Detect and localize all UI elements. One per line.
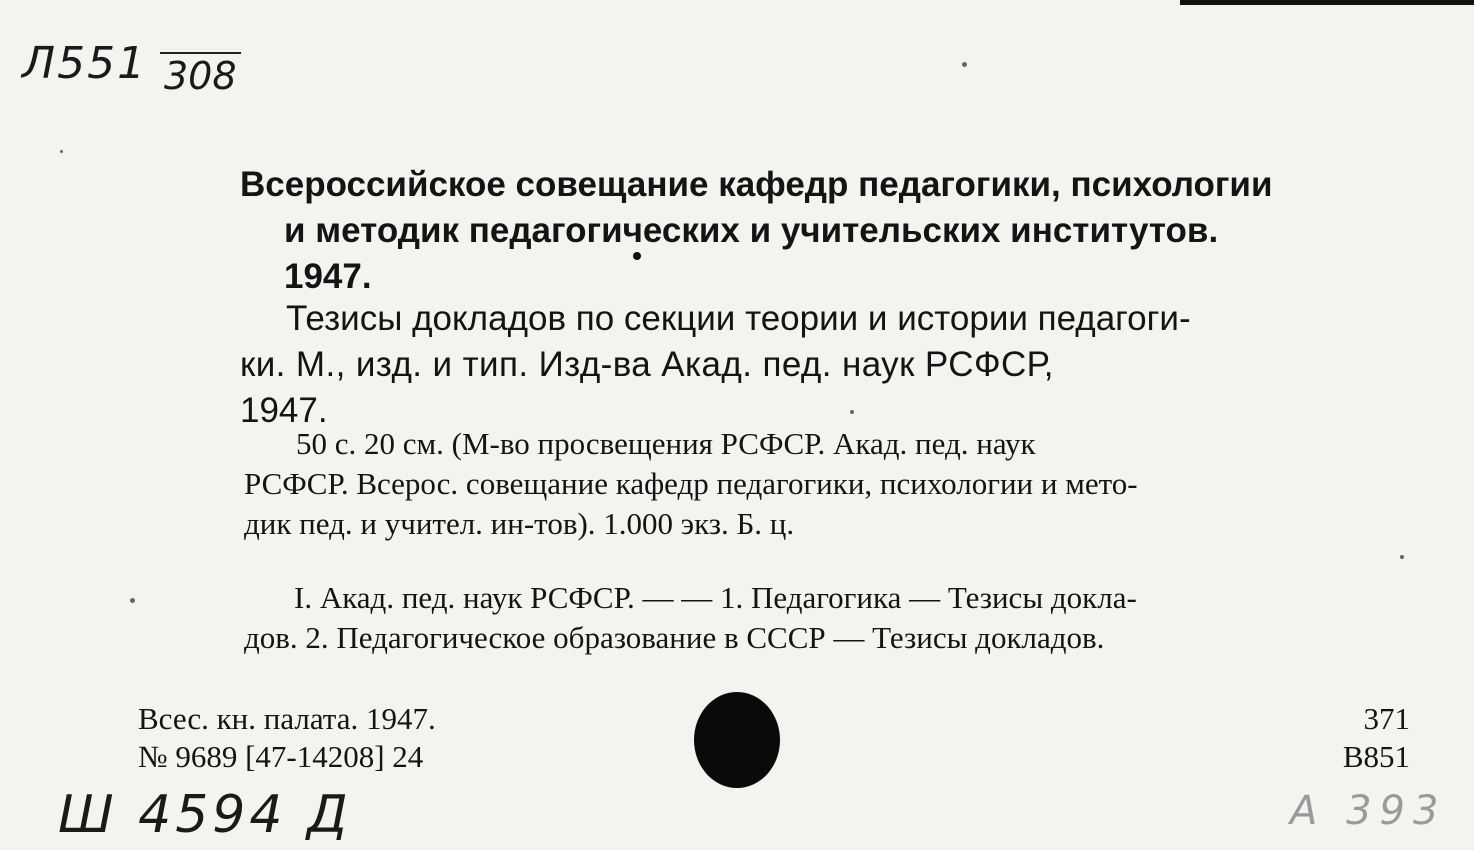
- print-speck: [130, 598, 135, 603]
- description-line: дик пед. и учител. ин-тов). 1.000 экз. Б. ц.: [244, 506, 795, 541]
- author-heading: [240, 162, 1272, 300]
- title-line: 1947.: [240, 391, 328, 430]
- author-heading-line: и методик педагогических и учительских институтов.: [284, 211, 1219, 250]
- handwritten-inventory-number: Ш 4594 Д: [58, 785, 352, 845]
- classification-code: [1300, 700, 1410, 776]
- author-heading-line: Всероссийское совещание кафедр педагогики, психологии: [240, 165, 1273, 204]
- subject-line: I. Акад. пед. наук РСФСР. — — 1. Педагогика — Тезисы докла-: [294, 580, 1137, 615]
- print-speck: [633, 252, 641, 260]
- publisher-line: Всес. кн. палата. 1947.: [138, 701, 436, 736]
- subject-line: дов. 2. Педагогическое образование в СССР — Тезисы докладов.: [244, 620, 1105, 655]
- title-line: ки. М., изд. и тип. Изд-ва Акад. пед. наук РСФСР,: [240, 345, 1054, 384]
- physical-description: [244, 424, 1138, 544]
- publisher-info: [138, 700, 436, 776]
- description-line: РСФСР. Всерос. совещание кафедр педагогики, психологии и мето-: [244, 466, 1138, 501]
- title-line: Тезисы докладов по секции теории и истории педагоги-: [286, 299, 1191, 338]
- handwritten-shelfmark: Л551: [22, 38, 148, 89]
- print-speck: [962, 62, 967, 67]
- print-speck: [850, 410, 854, 414]
- top-edge-line: [1180, 0, 1474, 5]
- punch-hole: [694, 692, 780, 788]
- title-block: [240, 296, 1191, 434]
- author-heading-line: 1947.: [284, 257, 372, 296]
- subject-tracings: [244, 578, 1137, 658]
- publisher-line: № 9689 [47-14208] 24: [138, 739, 424, 774]
- classification-line: B851: [1342, 739, 1410, 774]
- classification-line: 371: [1363, 701, 1410, 736]
- print-speck: [1400, 555, 1404, 559]
- handwritten-mark: А 393: [1290, 788, 1447, 834]
- print-speck: [60, 150, 63, 153]
- description-line: 50 с. 20 см. (М-во просвещения РСФСР. Акад. пед. наук: [296, 426, 1036, 461]
- handwritten-shelfmark-denominator: 308: [160, 52, 241, 98]
